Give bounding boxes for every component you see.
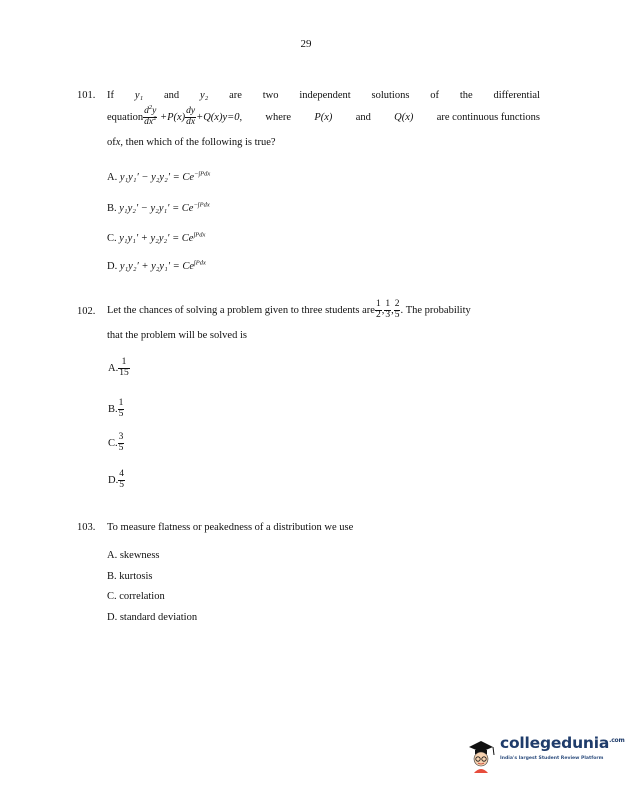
student-mascot-icon — [463, 733, 499, 773]
q103-option-d: D. standard deviation — [107, 612, 198, 623]
q103-text: To measure flatness or peakedness of a distribution we use — [107, 522, 354, 533]
q103-option-c: C. correlation — [107, 591, 165, 602]
q102-option-c: C. $\frac{3}{5}$ — [108, 432, 124, 453]
question-number-103: 103. — [77, 522, 96, 533]
question-number-102: 102. — [77, 306, 96, 317]
q103-option-a: A. skewness — [107, 550, 160, 561]
q101-option-d: D. $y_1y_2' + y_2y_1' = Ce^{\int Pdx}$ — [107, 259, 206, 272]
page-number: 29 — [300, 38, 312, 50]
q101-option-a: A. $y_1y_1' - y_2y_2' = Ce^{-\int Pdx}$ — [107, 170, 211, 183]
q102-line1: Let the chances of solving a problem given to three students are $\frac{1}{2}$ , $\frac{1}{3}$ , $\frac{2}{5}$ . The probability — [107, 299, 471, 320]
q102-option-d: D. $\frac{4}{5}$ — [108, 469, 124, 490]
q102-line2: that the problem will be solved is — [107, 330, 247, 341]
q102-option-a: A. $\frac{1}{15}$ — [108, 357, 129, 378]
q103-option-b: B. kurtosis — [107, 571, 153, 582]
q102-option-b: B. $\frac{1}{5}$ — [108, 398, 124, 419]
q101-line1: If y₁ and y₂ are two independent solutions of the differential — [107, 90, 540, 101]
question-number-101: 101. — [77, 90, 96, 101]
q101-option-c: C. $y_1y_1' + y_2y_2' = Ce^{\int Pdx}$ — [107, 231, 206, 244]
q101-equation-line: equation $\frac{d^2y}{dx^2}$ +P(x) $\frac{dy}{dx}$ +Q(x)y=0 , where P(x) and Q(x) are continuous functions — [107, 103, 540, 127]
q101-line3: ofx, then which of the following is true? — [107, 137, 276, 148]
q101-option-b: B. $y_1y_2' - y_2y_1' = Ce^{-\int Pdx}$ — [107, 201, 210, 214]
collegedunia-logo: collegedunia$^{.com}$ India's largest Student Review Platform — [463, 733, 603, 773]
